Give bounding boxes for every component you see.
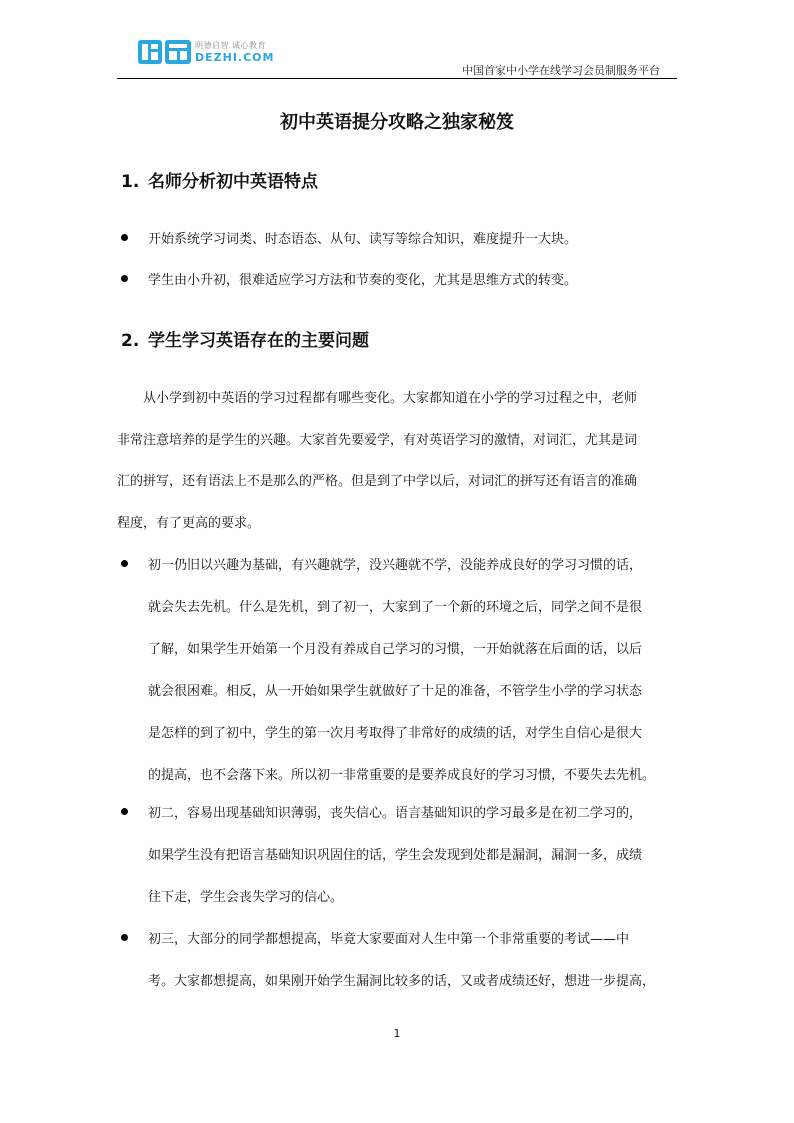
bullet-icon xyxy=(121,934,128,941)
section-heading-2 xyxy=(121,326,369,351)
bullet-text: 了解，如果学生开始第一个月没有养成自己学习的习惯，一开始就落在后面的话，以后 xyxy=(148,642,643,657)
section-number: 1. xyxy=(121,172,140,192)
section-title: 学生学习英语存在的主要问题 xyxy=(148,331,369,351)
header-slogan: 中国首家中小学在线学习会员制服务平台 xyxy=(462,64,660,77)
logo-tagline: 明德启智 诚心教育 xyxy=(195,41,267,50)
bullet-text: 是怎样的到了初中，学生的第一次月考取得了非常好的成绩的话，对学生自信心是很大 xyxy=(148,726,643,741)
logo-mark-icon xyxy=(137,38,193,66)
bullet-icon xyxy=(121,275,128,282)
bullet-text: 往下走，学生会丧失学习的信心。 xyxy=(148,890,344,905)
paragraph-line: 汇的拼写，还有语法上不是那么的严格。但是到了中学以后，对词汇的拼写还有语言的准确 xyxy=(117,474,638,489)
logo-wordmark: DEZHI.COM xyxy=(195,51,275,64)
bullet-text: 初三，大部分的同学都想提高，毕竟大家要面对人生中第一个非常重要的考试——中 xyxy=(148,932,630,947)
bullet-text: 初二，容易出现基础知识薄弱，丧失信心。语言基础知识的学习最多是在初二学习的， xyxy=(148,806,643,821)
dezhi-logo xyxy=(137,38,277,68)
bullet-text: 开始系统学习词类、时态语态、从句、读写等综合知识，难度提升一大块。 xyxy=(148,232,578,247)
paragraph-line: 非常注意培养的是学生的兴趣。大家首先要爱学，有对英语学习的激情，对词汇，尤其是词 xyxy=(117,433,638,448)
bullet-icon xyxy=(121,234,128,241)
bullet-text: 初一仍旧以兴趣为基础，有兴趣就学，没兴趣就不学，没能养成良好的学习习惯的话， xyxy=(148,558,643,573)
section-number: 2. xyxy=(121,331,140,351)
page-number: 1 xyxy=(393,1027,401,1040)
bullet-text: 就会很困难。相反，从一开始如果学生就做好了十足的准备，不管学生小学的学习状态 xyxy=(148,684,643,699)
paragraph-line: 从小学到初中英语的学习过程都有哪些变化。大家都知道在小学的学习过程之中，老师 xyxy=(143,391,638,406)
paragraph-line: 程度，有了更高的要求。 xyxy=(117,516,261,531)
section-heading-1 xyxy=(121,167,318,192)
bullet-text: 如果学生没有把语言基础知识巩固住的话，学生会发现到处都是漏洞，漏洞一多，成绩 xyxy=(148,848,643,863)
bullet-text: 考。大家都想提高，如果刚开始学生漏洞比较多的话，又或者成绩还好，想进一步提高， xyxy=(148,974,656,989)
header-divider xyxy=(117,78,677,79)
bullet-text: 学生由小升初，很难适应学习方法和节奏的变化，尤其是思维方式的转变。 xyxy=(148,273,578,288)
bullet-icon xyxy=(121,560,128,567)
bullet-text: 就会失去先机。什么是先机，到了初一，大家到了一个新的环境之后，同学之间不是很 xyxy=(148,600,643,615)
bullet-text: 的提高，也不会落下来。所以初一非常重要的是要养成良好的学习习惯，不要失去先机。 xyxy=(148,768,656,783)
bullet-icon xyxy=(121,808,128,815)
document-title: 初中英语提分攻略之独家秘笈 xyxy=(280,112,514,133)
section-title: 名师分析初中英语特点 xyxy=(148,172,318,192)
